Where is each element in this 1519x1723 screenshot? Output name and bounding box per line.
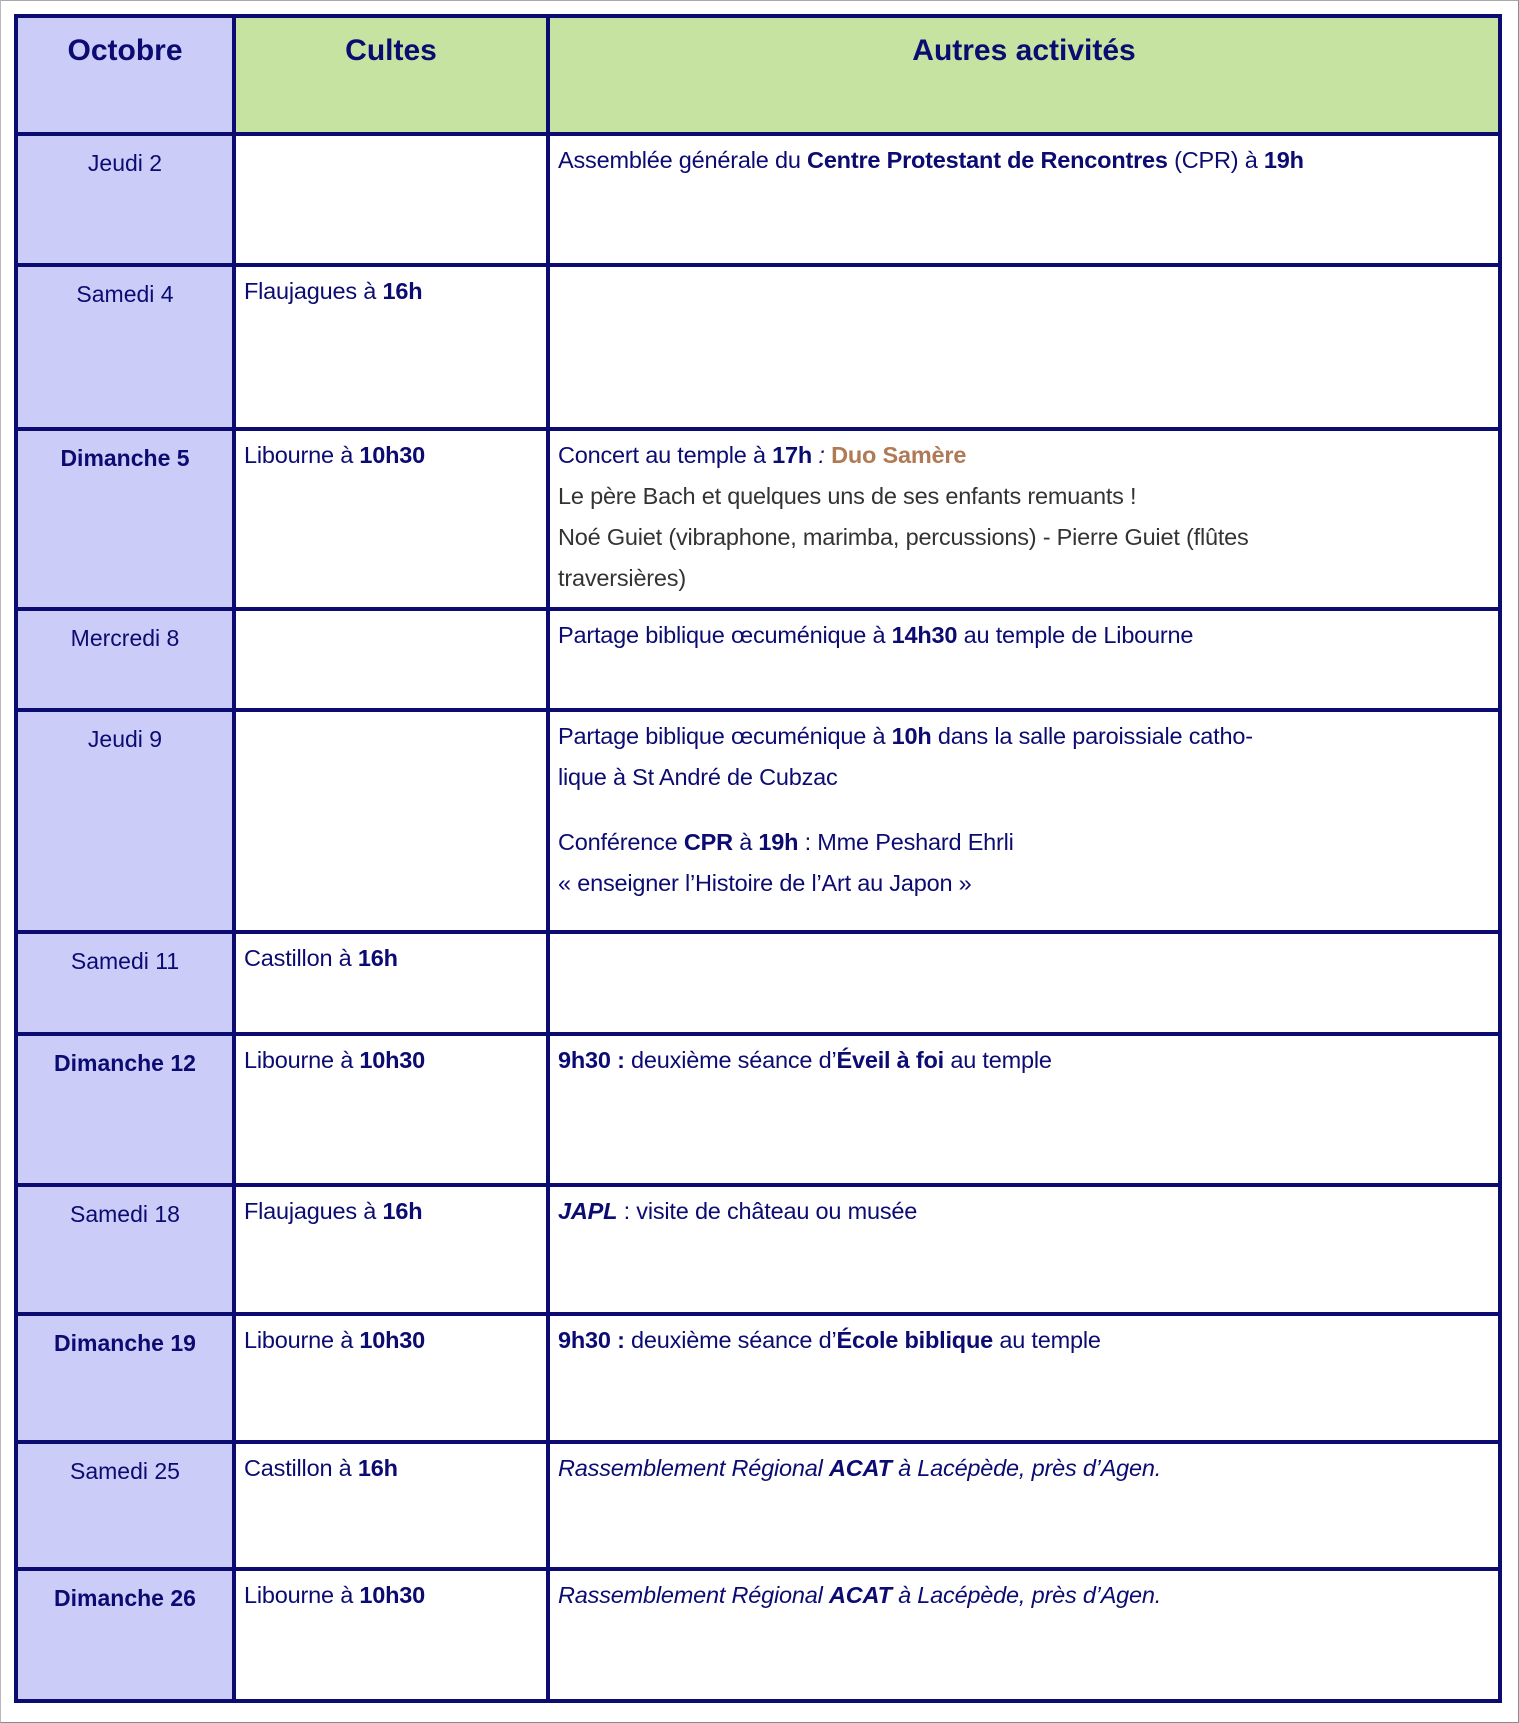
activity-text: Rassemblement Régional xyxy=(558,1455,830,1481)
cultes-cell xyxy=(232,267,546,427)
activities-cell xyxy=(546,136,1498,263)
table-row xyxy=(18,1567,1498,1699)
culte-time: 10h30 xyxy=(359,442,426,468)
cultes-cell xyxy=(232,1316,546,1440)
activities-cell xyxy=(546,712,1498,930)
schedule-table xyxy=(14,14,1502,1703)
table-row xyxy=(18,132,1498,263)
activity-text: Partage biblique œcuménique à xyxy=(558,723,892,749)
day-cell: Dimanche 5 xyxy=(18,431,232,607)
culte-place: Flaujagues à xyxy=(244,1198,383,1224)
culte-time: 16h xyxy=(382,1198,423,1224)
day-cell: Samedi 4 xyxy=(18,267,232,427)
activity-text: à Lacépède, près d’Agen. xyxy=(891,1582,1162,1608)
activity-line xyxy=(558,822,1498,863)
table-header xyxy=(18,18,1498,132)
spacer xyxy=(558,798,1498,822)
activities-cell xyxy=(546,934,1498,1032)
activity-line: « enseigner l’Histoire de l’Art au Japon » xyxy=(558,870,972,896)
activity-line: lique à St André de Cubzac xyxy=(558,764,838,790)
culte-place: Libourne à xyxy=(244,1582,360,1608)
activity-time: 17h xyxy=(772,442,813,468)
activity-text: deuxième séance d’ xyxy=(624,1327,837,1353)
culte-time: 16h xyxy=(382,278,423,304)
activity-time: 14h30 xyxy=(891,622,958,648)
table-row xyxy=(18,427,1498,607)
header-month: Octobre xyxy=(18,18,232,132)
activity-org: JAPL xyxy=(558,1198,618,1224)
table-row xyxy=(18,1183,1498,1312)
activity-separator: : xyxy=(812,442,832,468)
activity-text: deuxième séance d’ xyxy=(624,1047,837,1073)
day-cell: Dimanche 26 xyxy=(18,1571,232,1699)
culte-time: 10h30 xyxy=(359,1327,426,1353)
activity-text: dans la salle paroissiale catho- xyxy=(931,723,1253,749)
activity-org: ACAT xyxy=(829,1582,892,1608)
culte-place: Libourne à xyxy=(244,1327,360,1353)
activity-line: Le père Bach et quelques uns de ses enfants remuants ! xyxy=(558,483,1137,509)
cultes-cell xyxy=(232,1444,546,1567)
table-row xyxy=(18,263,1498,427)
activity-text: Rassemblement Régional xyxy=(558,1582,830,1608)
activities-cell xyxy=(546,431,1498,607)
activity-org: CPR xyxy=(683,829,733,855)
concert-name: Duo Samère xyxy=(831,442,967,468)
activities-cell xyxy=(546,1036,1498,1183)
culte-place: Libourne à xyxy=(244,1047,360,1073)
header-autres-activites: Autres activités xyxy=(546,18,1498,132)
activity-text: : Mme Peshard Ehrli xyxy=(798,829,1014,855)
activity-line xyxy=(558,716,1498,757)
day-cell: Jeudi 2 xyxy=(18,136,232,263)
activity-text: au temple xyxy=(944,1047,1052,1073)
table-row xyxy=(18,708,1498,930)
activities-cell xyxy=(546,1571,1498,1699)
day-cell: Dimanche 19 xyxy=(18,1316,232,1440)
cultes-cell xyxy=(232,431,546,607)
activities-cell xyxy=(546,1444,1498,1567)
activities-cell xyxy=(546,1187,1498,1312)
day-cell: Mercredi 8 xyxy=(18,611,232,708)
day-cell: Samedi 25 xyxy=(18,1444,232,1567)
activity-text: Conférence xyxy=(558,829,684,855)
day-cell: Jeudi 9 xyxy=(18,712,232,930)
activity-text: (CPR) à xyxy=(1167,147,1264,173)
header-cultes: Cultes xyxy=(232,18,546,132)
cultes-cell xyxy=(232,136,546,263)
activity-text: au temple xyxy=(993,1327,1101,1353)
activities-cell xyxy=(546,611,1498,708)
culte-place: Castillon à xyxy=(244,945,358,971)
activity-text: à xyxy=(732,829,759,855)
activity-org: Centre Protestant de Rencontres xyxy=(807,147,1168,173)
activity-text: Partage biblique œcuménique à xyxy=(558,622,892,648)
culte-time: 10h30 xyxy=(359,1047,426,1073)
activity-text: à Lacépède, près d’Agen. xyxy=(891,1455,1162,1481)
activity-line xyxy=(558,435,1498,476)
activities-cell xyxy=(546,1316,1498,1440)
activity-time: 9h30 : xyxy=(558,1047,625,1073)
table-row xyxy=(18,1440,1498,1567)
activity-time: 10h xyxy=(891,723,932,749)
activity-time: 19h xyxy=(758,829,799,855)
culte-time: 16h xyxy=(357,1455,398,1481)
culte-time: 10h30 xyxy=(359,1582,426,1608)
day-cell: Samedi 18 xyxy=(18,1187,232,1312)
activity-time: 9h30 : xyxy=(558,1327,625,1353)
activities-cell xyxy=(546,267,1498,427)
activity-text: au temple de Libourne xyxy=(957,622,1194,648)
culte-place: Castillon à xyxy=(244,1455,358,1481)
culte-place: Flaujagues à xyxy=(244,278,383,304)
activity-text: Assemblée générale du xyxy=(558,147,808,173)
table-row xyxy=(18,607,1498,708)
table-row xyxy=(18,930,1498,1032)
culte-time: 16h xyxy=(357,945,398,971)
table-row xyxy=(18,1032,1498,1183)
activity-org: ACAT xyxy=(829,1455,892,1481)
activity-text: : visite de château ou musée xyxy=(617,1198,918,1224)
activity-title: École biblique xyxy=(836,1327,993,1353)
table-row xyxy=(18,1312,1498,1440)
activity-text: Concert au temple à xyxy=(558,442,773,468)
day-cell: Samedi 11 xyxy=(18,934,232,1032)
cultes-cell xyxy=(232,1571,546,1699)
cultes-cell xyxy=(232,1187,546,1312)
culte-place: Libourne à xyxy=(244,442,360,468)
activity-line: traversières) xyxy=(558,565,686,591)
activity-time: 19h xyxy=(1263,147,1304,173)
cultes-cell xyxy=(232,712,546,930)
activity-line: Noé Guiet (vibraphone, marimba, percussions) - Pierre Guiet (flûtes xyxy=(558,524,1249,550)
cultes-cell xyxy=(232,1036,546,1183)
cultes-cell xyxy=(232,934,546,1032)
day-cell: Dimanche 12 xyxy=(18,1036,232,1183)
activity-title: Éveil à foi xyxy=(836,1047,944,1073)
cultes-cell xyxy=(232,611,546,708)
